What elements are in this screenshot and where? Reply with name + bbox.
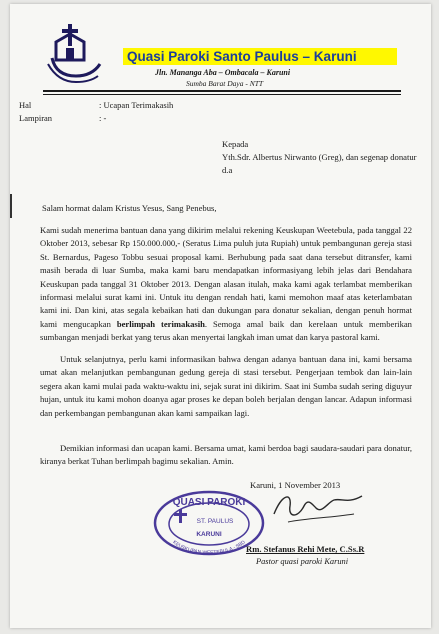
letter-page [10, 4, 431, 628]
paragraph-2 [40, 353, 412, 420]
lampiran-label: Lampiran [19, 113, 53, 123]
page-edge-mark [10, 194, 12, 218]
place-date: Karuni, 1 November 2013 [250, 480, 341, 490]
stamp-bottom-text: KARUNI [196, 531, 222, 538]
recipient-line2: d.a [222, 165, 233, 175]
signer-title: Pastor quasi paroki Karuni [256, 557, 349, 566]
parish-logo [46, 20, 104, 86]
meta-hal [19, 100, 173, 110]
stamp-ring-text: KEUSKUPAN WEETEBULA - SBD [171, 539, 247, 556]
stamp-top-text: QUASI PAROKI [172, 497, 246, 508]
stamp-middle-text: ST. PAULUS [196, 518, 234, 525]
hal-label: Hal [19, 100, 32, 110]
lampiran-value: : - [99, 113, 107, 123]
paragraph-1 [40, 224, 412, 345]
paragraph-1-end: . Semoga amal baik dan kerelaan untuk memberikan sumbangan menjadi berkat yang terus akan menyertai langkah iman umat dan karya pastoral kami. [40, 318, 412, 343]
recipient-line1: Yth.Sdr. Albertus Nirwanto (Greg), dan segenap donatur [222, 152, 417, 162]
signer-name: Rm. Stefanus Rehi Mete, C.Ss.R [246, 544, 365, 554]
signature [268, 484, 368, 530]
paragraph-1-text: Kami sudah menerima bantuan dana yang dikirim melalui rekening Keuskupan Weetebula, pada tanggal 22 Oktober 2013, sebesar Rp 150.000.000,- (Seratus Lima puluh juta Rupiah) untuk pembangunan gereja stasi St. Bernardus, Pageso Tobbu sesuai proposal kami. Berhubung pada saat dana tersebut ditransfer, kami masih berada di luar Sumba, maka kami baru mendapatkan informasiyang lebih jelas dari Bendahara Keuskupan pada tanggal 31 Oktober 2013. Dengan alasan itulah, maka kami agak terlambat memberikan informasi melalui surat kami ini. Untuk itu dengan rendah hati, kami memohon maaf atas keterlambatan kami ini. Dan kini, atas segala kebaikan hati dan dukungan para donatur sekalian, dengan penuh hormat kami mengucapkan [40, 225, 412, 329]
paragraph-3-text: Demikian informasi dan ucapan kami. Bersama umat, kami berdoa bagi saudara-saudari para donatur, kiranya berkat Tuhan berlimpah bagimu sekalian. Amin. [40, 443, 412, 467]
parish-name: Quasi Paroki Santo Paulus – Karuni [123, 48, 397, 65]
recipient-kepada: Kepada [222, 139, 249, 149]
header-rule-thin [43, 94, 401, 95]
paragraph-2-text: Untuk selanjutnya, perlu kami informasikan bahwa dengan adanya bantuan dana ini, kami bersama umat akan melanjutkan pembangunan gedung gereja di stasi tersebut. Pengerjaan tembok dan lain-lain segera akan kami mulai pada waktu-waktu ini, sejak surat ini dikirim. Saat ini Sumba sudah sering diguyur hujan, untuk itu kami mohon doanya agar proses ke depan boleh berjalan dengan lancar. Adapun informasi dan perkembangan pembangunan akan kami sampaikan lagi. [40, 354, 412, 418]
salutation: Salam hormat dalam Kristus Yesus, Sang Penebus, [42, 203, 217, 213]
hal-value: : Ucapan Terimakasih [99, 100, 174, 110]
meta-lampiran [19, 113, 106, 123]
paragraph-3 [40, 442, 412, 469]
parish-address: Jln. Mananga Aba – Ombacala – Karuni [155, 68, 291, 77]
svg-text:KEUSKUPAN WEETEBULA - SBD [171, 539, 247, 556]
paragraph-1-bold: berlimpah terimakasih [116, 318, 205, 329]
header-rule-thick [43, 90, 401, 92]
parish-region: Sumba Barat Daya - NTT [186, 79, 264, 88]
